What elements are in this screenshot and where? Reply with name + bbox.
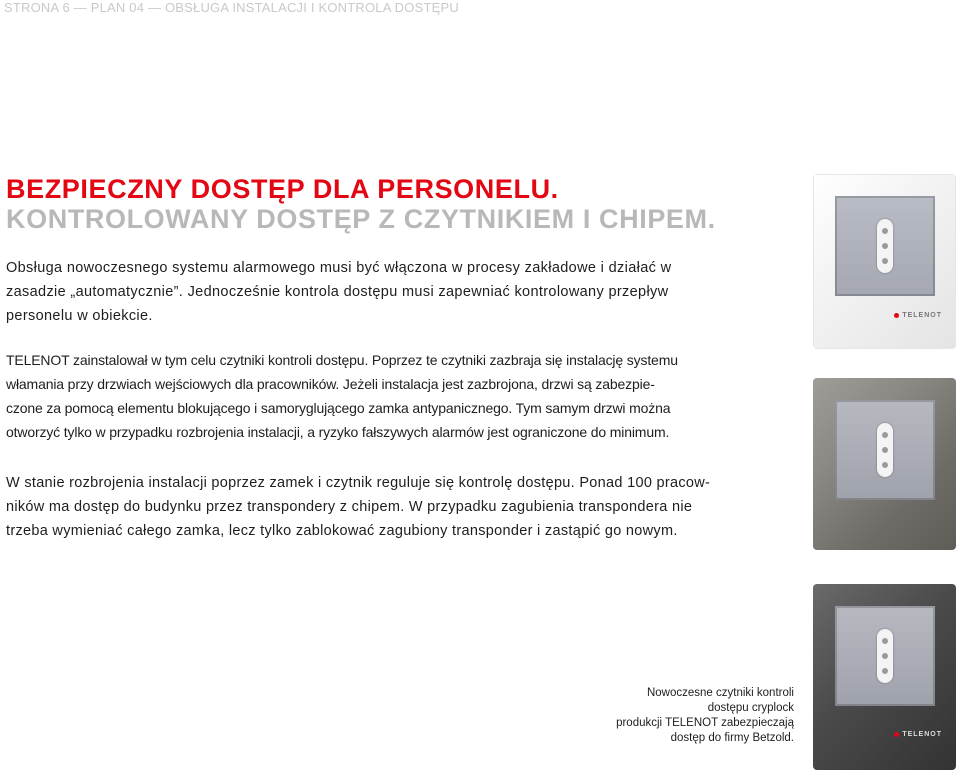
photo-caption [606,683,796,749]
reader-window [835,196,935,296]
disarm-line: trzeba wymieniać całego zamka, lecz tylko zablokować zagubiony transponder i zastąpić go nowym. [6,523,678,539]
caption-line: dostępu cryplock [707,702,794,714]
telenot-line: otworzyć tylko w przypadku rozbrojenia instalacji, a ryzyko fałszywych alarmów jest ograniczone do minimum. [6,424,670,440]
disarm-paragraph [6,471,718,543]
caption-line: produkcji TELENOT zabezpieczają [616,717,794,729]
headline [6,174,716,234]
led-indicator-icon [877,629,893,683]
running-header: STRONA 6 — PLAN 04 — OBSŁUGA INSTALACJI I KONTROLA DOSTĘPU [4,0,459,15]
telenot-paragraph [6,348,718,444]
telenot-line: włamania przy drzwiach wejściowych dla pracowników. Jeżeli instalacja jest zazbrojona, drzwi są zabezpie- [6,376,655,392]
reader-window [835,400,935,500]
disarm-line: ników ma dostęp do budynku przez transpondery z chipem. W przypadku zagubienia transpondera nie [6,499,693,515]
caption-line: dostęp do firmy Betzold. [670,732,794,744]
intro-line: personelu w obiekcie. [6,308,153,324]
intro-paragraph [6,256,718,328]
reader-photo-white [813,174,956,349]
led-indicator-icon [877,423,893,477]
headline-line-2: KONTROLOWANY DOSTĘP Z CZYTNIKIEM I CHIPEM. [6,204,716,234]
disarm-line: W stanie rozbrojenia instalacji poprzez zamek i czytnik reguluje się kontrolę dostępu. Ponad 100 pracow- [6,475,711,491]
brand-label: TELENOT [894,731,942,738]
telenot-line: TELENOT zainstalował w tym celu czytniki kontroli dostępu. Poprzez te czytniki zazbraja się instalację systemu [6,352,678,368]
brand-logo-icon [894,313,899,318]
headline-line-1: BEZPIECZNY DOSTĘP DLA PERSONELU. [6,174,559,204]
telenot-line: czone za pomocą elementu blokującego i samoryglującego zamka antypanicznego. Tym samym drzwi można [6,400,671,416]
brand-label: TELENOT [894,312,942,319]
intro-line: Obsługa nowoczesnego systemu alarmowego musi być włączona w procesy zakładowe i działać w [6,260,672,276]
caption-line: Nowoczesne czytniki kontroli [646,687,794,699]
reader-photo-silver [813,378,956,550]
reader-photo-anthracite [813,584,956,770]
intro-line: zasadzie „automatycznie”. Jednocześnie kontrola dostępu musi zapewniać kontrolowany przepływ [6,284,669,300]
led-indicator-icon [877,219,893,273]
reader-window [835,606,935,706]
brand-logo-icon [894,732,899,737]
